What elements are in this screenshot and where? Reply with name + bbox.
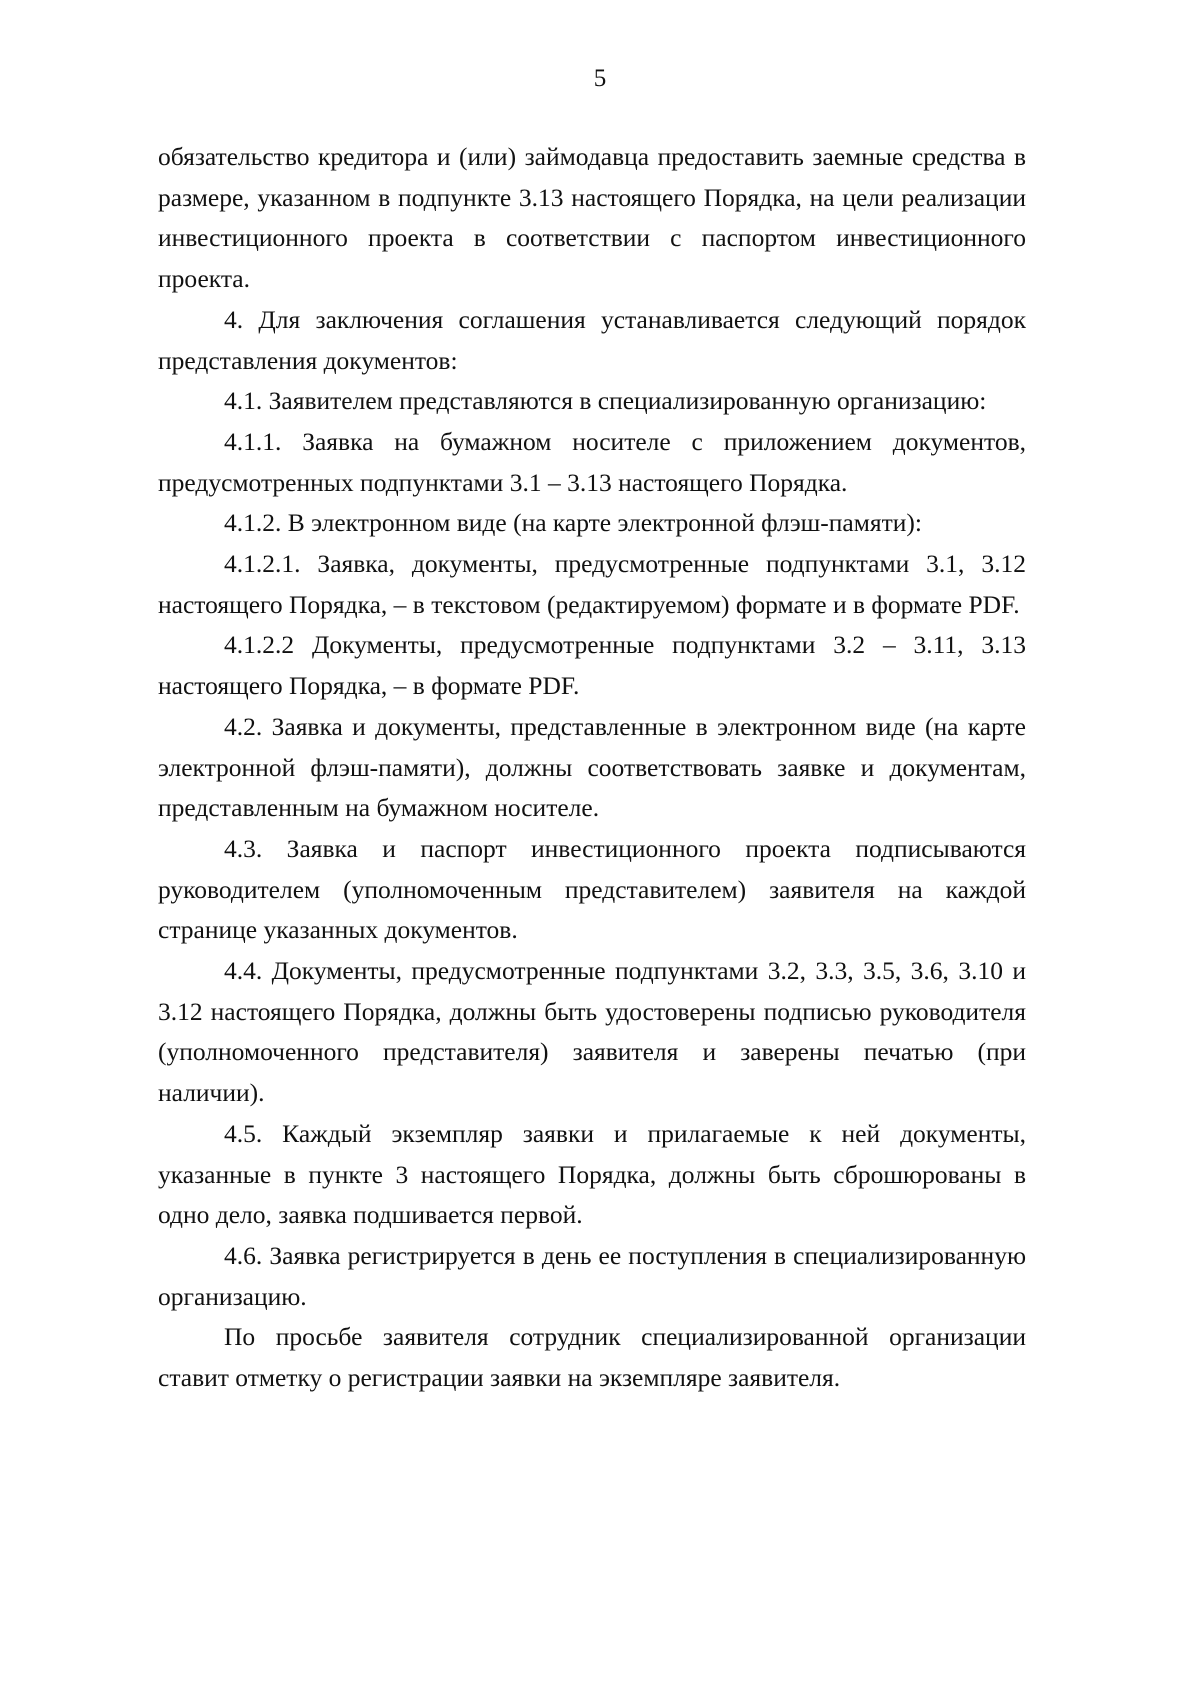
paragraph-4-1: 4.1. Заявителем представляются в специализированную организацию:: [224, 386, 987, 416]
paragraph-4-3: 4.3. Заявка и паспорт инвестиционного проекта подписываются руководителем (уполномоченным представителем) заявителя на каждой странице указанных документов.: [158, 833, 1026, 945]
paragraph-4-6-note: По просьбе заявителя сотрудник специализированной организации ставит отметку о регистрации заявки на экземпляре заявителя.: [158, 1322, 1026, 1393]
paragraph-continuation: обязательство кредитора и (или) займодавца предоставить заемные средства в размере, указанном в подпункте 3.13 настоящего Порядка, на цели реализации инвестиционного проекта в соответствии с паспортом инвестиционного проекта.: [158, 142, 1026, 294]
paragraph-4-5: 4.5. Каждый экземпляр заявки и прилагаемые к ней документы, указанные в пункте 3 настоящего Порядка, должны быть сброшюрованы в одно дело, заявка подшивается первой.: [158, 1118, 1026, 1230]
paragraph-4-2: 4.2. Заявка и документы, представленные в электронном виде (на карте электронной флэш-памяти), должны соответствовать заявке и документам, представленным на бумажном носителе.: [158, 711, 1026, 823]
paragraph-4-4: 4.4. Документы, предусмотренные подпунктами 3.2, 3.3, 3.5, 3.6, 3.10 и 3.12 настоящего Порядка, должны быть удостоверены подписью руководителя (уполномоченного представителя) заявителя и заверены печатью (при наличии).: [158, 956, 1026, 1108]
paragraph-4-1-2-2: 4.1.2.2 Документы, предусмотренные подпунктами 3.2 – 3.11, 3.13 настоящего Порядка, – в формате PDF.: [158, 630, 1026, 701]
page-number: 5: [593, 65, 607, 92]
paragraph-4-1-1: 4.1.1. Заявка на бумажном носителе с приложением документов, предусмотренных подпунктами 3.1 – 3.13 настоящего Порядка.: [158, 426, 1026, 497]
paragraph-4: 4. Для заключения соглашения устанавливается следующий порядок представления документов:: [158, 304, 1026, 375]
paragraph-4-1-2-1: 4.1.2.1. Заявка, документы, предусмотренные подпунктами 3.1, 3.12 настоящего Порядка, – в текстовом (редактируемом) формате и в формате PDF.: [158, 549, 1026, 619]
paragraph-4-1-2: 4.1.2. В электронном виде (на карте электронной флэш-памяти):: [224, 508, 922, 538]
paragraph-4-6: 4.6. Заявка регистрируется в день ее поступления в специализированную организацию.: [158, 1240, 1026, 1311]
document-body: [158, 137, 1026, 1399]
